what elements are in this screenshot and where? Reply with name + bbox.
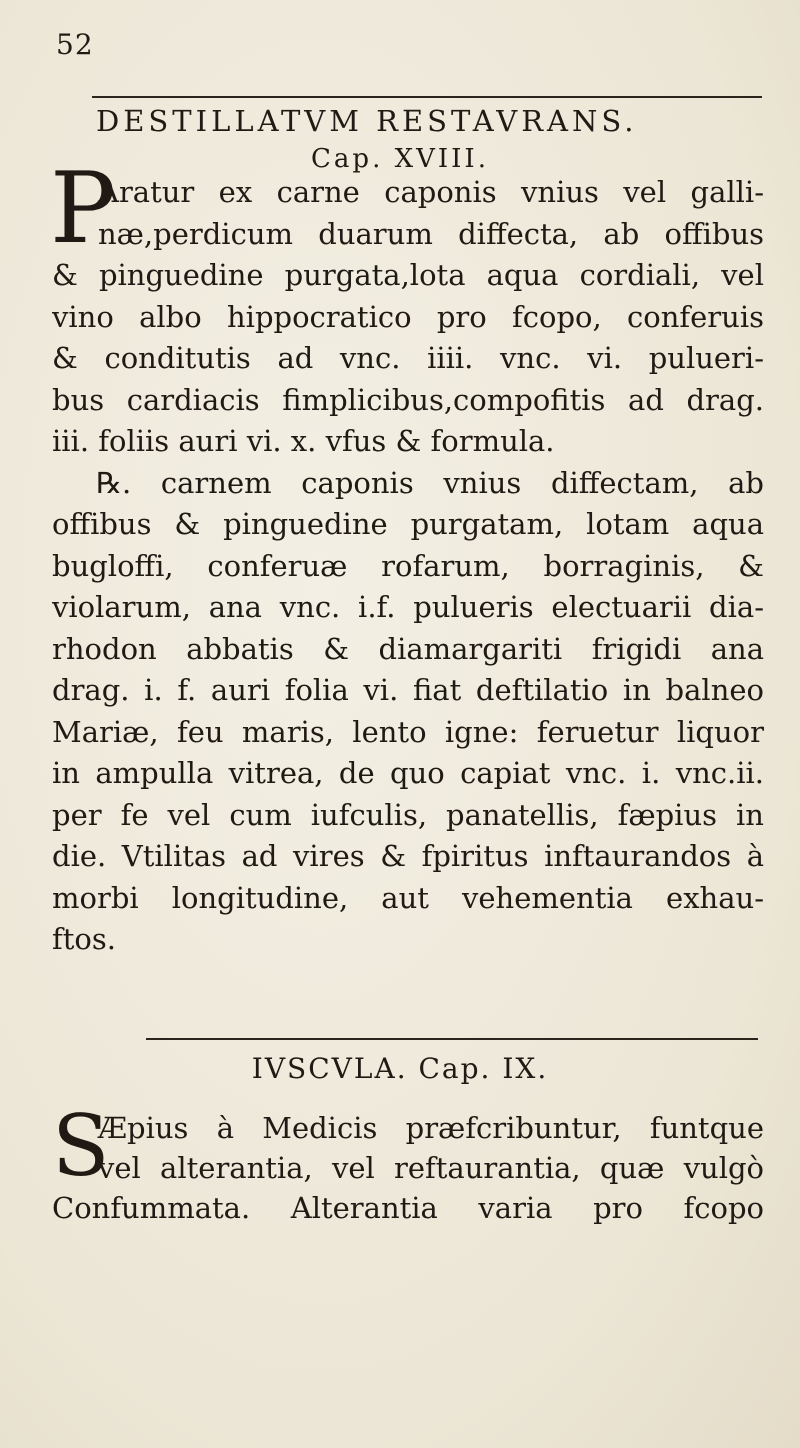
text-line: violarum, ana vnc. i.f. pulueris electuarii dia- — [52, 590, 764, 624]
text-line: rhodon abbatis & diamargariti frigidi ana — [52, 631, 764, 666]
text-line: iii. foliis auri vi. x. vfus & formula. — [52, 424, 555, 458]
text-line: per fe vel cum iufculis, panatellis, fæpius in — [52, 797, 764, 832]
text-line: næ,perdicum duarum diffecta, ab offibus — [98, 216, 764, 251]
chapter-heading: Cap. XVIII. — [311, 144, 489, 174]
paragraph-block-1 — [52, 172, 764, 961]
text-line: & pinguedine purgata,lota aqua cordiali, vel — [52, 258, 764, 292]
text-line: die. Vtilitas ad vires & fpiritus inftaurandos à — [52, 839, 764, 873]
paragraph-block-2 — [52, 1108, 764, 1228]
text-line: Aratur ex carne caponis vnius vel galli- — [98, 175, 764, 209]
text-line: Æpius à Medicis præfcribuntur, funtque — [98, 1111, 764, 1145]
drop-cap-s: S — [52, 1097, 110, 1195]
text-line: ftos. — [52, 922, 116, 956]
text-line: vino albo hippocratico pro fcopo, conferuis — [52, 299, 764, 334]
text-line: & conditutis ad vnc. iiii. vnc. vi. pulueri- — [52, 341, 764, 375]
text-line: Confummata. Alterantia varia pro fcopo — [52, 1191, 764, 1225]
section-heading: IVSCVLA. Cap. IX. — [251, 1052, 549, 1085]
text-line: drag. i. f. auri folia vi. fiat deftilatio in balneo — [52, 673, 764, 707]
drop-cap-p: P — [50, 152, 116, 266]
text-line: Mariæ, feu maris, lento igne: feruetur liquor — [52, 714, 764, 749]
text-line: bus cardiacis fimplicibus,compofitis ad drag. — [52, 382, 764, 417]
section-rule — [146, 1038, 758, 1040]
text-line: morbi longitudine, aut vehementia exhau- — [52, 880, 764, 915]
top-rule — [92, 96, 762, 98]
text-line: bugloffi, conferuæ rofarum, borraginis, & — [52, 548, 764, 583]
text-line: ℞. carnem caponis vnius diffectam, ab — [96, 465, 764, 500]
text-line: offibus & pinguedine purgatam, lotam aqua — [52, 507, 764, 541]
page-number: 52 — [56, 28, 94, 61]
text-line: in ampulla vitrea, de quo capiat vnc. i. vnc.ii. — [52, 756, 764, 790]
text-line: vel alterantia, vel reftaurantia, quæ vulgò — [98, 1151, 764, 1185]
running-head: DESTILLATVM RESTAVRANS. — [96, 104, 638, 138]
